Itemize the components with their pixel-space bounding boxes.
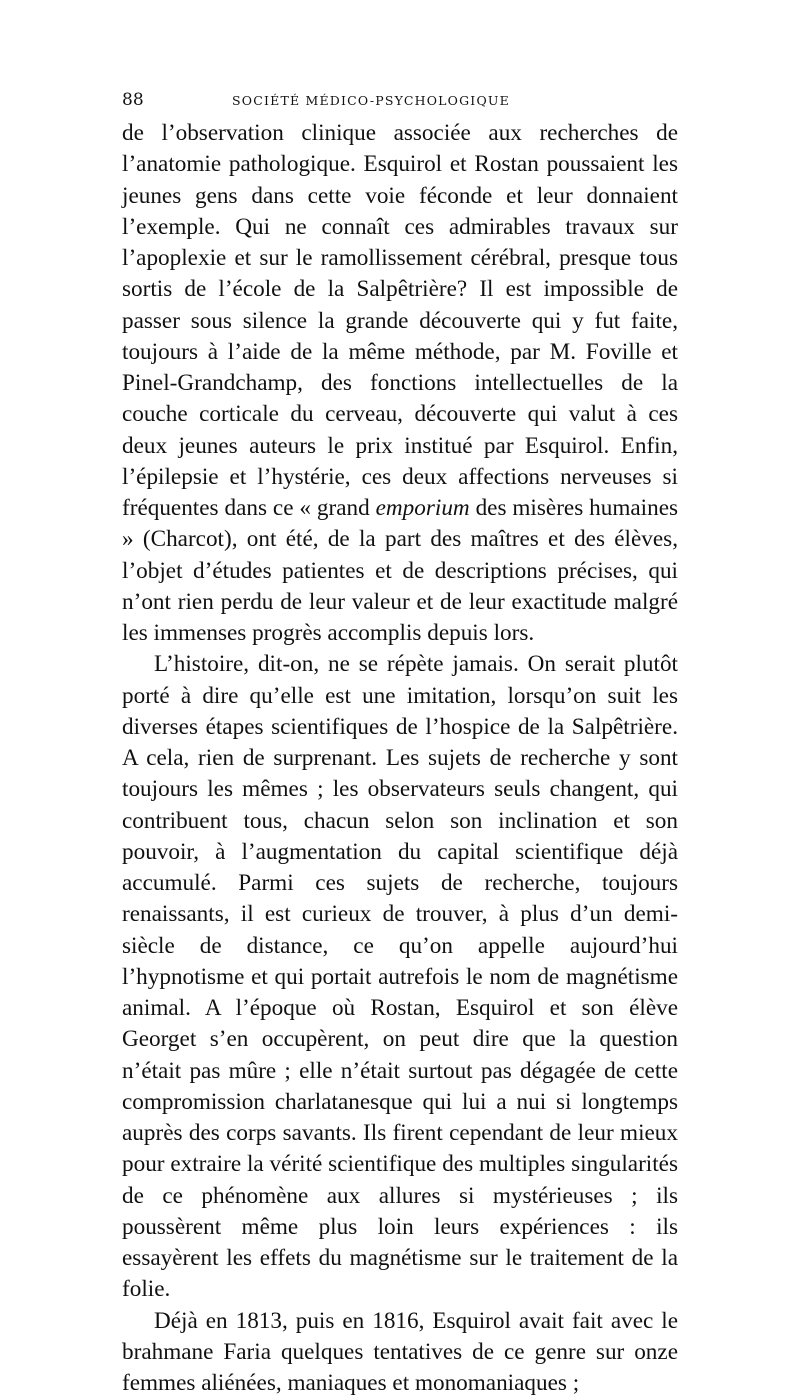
page-number: 88 xyxy=(122,90,232,110)
paragraph-3: Déjà en 1813, puis en 1816, Esquirol avait fait avec le brahmane Faria quelques tentatives de ce genre sur onze femmes aliénées, maniaques et monomaniaques ; xyxy=(122,1306,678,1399)
italic-term: emporium xyxy=(376,495,470,521)
page-header xyxy=(122,90,678,112)
paragraph-1-text-a: de l’observation clinique associée aux recherches de l’anatomie pathologique. Esquirol et Rostan poussaient les jeunes gens dans cette voie féconde et leur donnaient l’exemple. Qui ne connaît ces admirables travaux sur l’apoplexie et sur le ramollissement cérébral, presque tous sortis de l’école de la Salpêtrière? Il est impossible de passer sous silence la grande découverte qui y fut faite, toujours à l’aide de la même méthode, par M. Foville et Pinel-Grandchamp, des fonctions intellectuelles de la couche corticale du cerveau, découverte qui valut à ces deux jeunes auteurs le prix institué par Esquirol. Enfin, l’épilepsie et l’hystérie, ces deux affections nerveuses si fréquentes dans ce « grand xyxy=(122,120,678,521)
paragraph-1 xyxy=(122,118,678,649)
body-text xyxy=(122,118,678,1399)
paragraph-1-text-b: des misères humaines » (Charcot), ont été, de la part des maîtres et des élèves, l’objet d’études patientes et de descriptions précises, qui n’ont rien perdu de leur valeur et de leur exactitude malgré les immenses progrès accomplis depuis lors. xyxy=(122,495,678,646)
paragraph-2: L’histoire, dit-on, ne se répète jamais. On serait plutôt porté à dire qu’elle est une imitation, lorsqu’on suit les diverses étapes scientifiques de l’hospice de la Salpêtrière. A cela, rien de surprenant. Les sujets de recherche y sont toujours les mêmes ; les observateurs seuls changent, qui contribuent tous, chacun selon son inclination et son pouvoir, à l’augmentation du capital scientifique déjà accumulé. Parmi ces sujets de recherche, toujours renaissants, il est curieux de trouver, à plus d’un demi-siècle de distance, ce qu’on appelle aujourd’hui l’hypnotisme et qui portait autrefois le nom de magnétisme animal. A l’époque où Rostan, Esquirol et son élève Georget s’en occupèrent, on peut dire que la question n’était pas mûre ; elle n’était surtout pas dégagée de cette compromission charlatanesque qui lui a nui si longtemps auprès des corps savants. Ils firent cependant de leur mieux pour extraire la vérité scientifique des multiples singularités de ce phénomène aux allures si mystérieuses ; ils poussèrent même plus loin leurs expériences : ils essayèrent les effets du magnétisme sur le traitement de la folie. xyxy=(122,649,678,1305)
running-head: SOCIÉTÉ MÉDICO-PSYCHOLOGIQUE xyxy=(232,93,510,108)
book-page xyxy=(122,90,678,1399)
